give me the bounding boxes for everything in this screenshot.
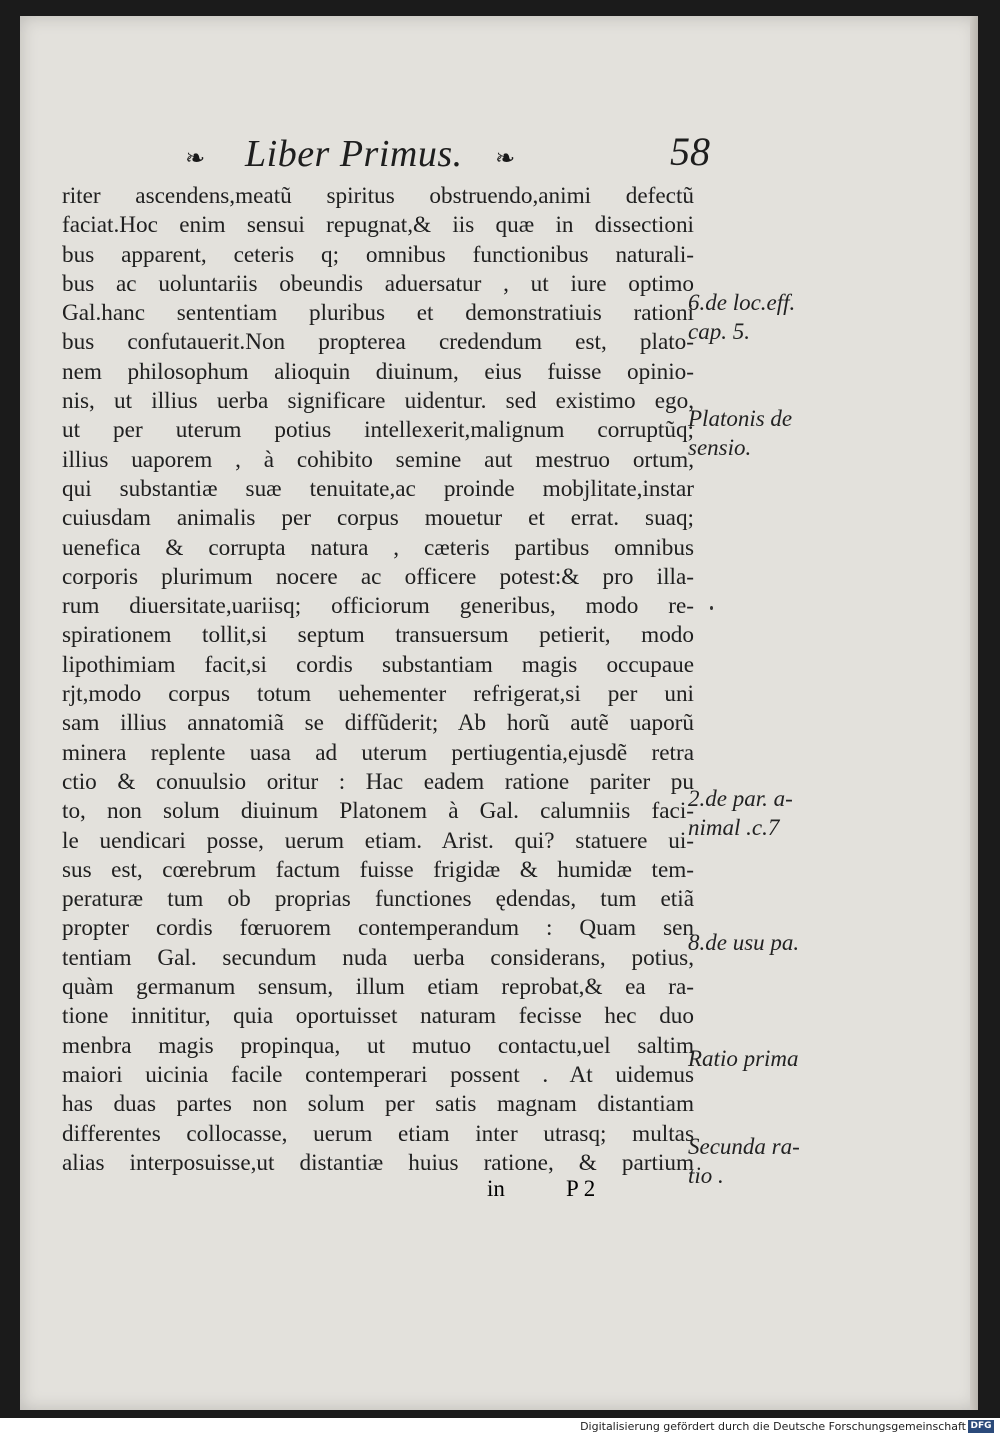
text-line: faciat.Hoc enim sensui repugnat,& iis quæ in dissectioni — [62, 212, 694, 239]
text-line: propter cordis fœruorem contemperandum : Quam sen — [62, 915, 694, 942]
margin-note-line: cap. 5. — [688, 319, 750, 345]
text-line: Gal.hanc sententiam pluribus et demonstratiuis rationi — [62, 300, 694, 327]
text-line: lipothimiam facit,si cordis substantiam magis occupaue — [62, 651, 694, 678]
text-line: quàm germanum sensum, illum etiam reprobat,& ea ra- — [62, 974, 694, 1001]
body-text — [62, 182, 694, 1178]
text-line: cuiusdam animalis per corpus mouetur et errat. suaq; — [62, 505, 694, 532]
page-header — [165, 126, 745, 182]
text-line: alias interposuisse,ut distantiæ huius ratione, & partium — [62, 1149, 694, 1176]
text-line: tentiam Gal. secundum nuda uerba considerans, potius, — [62, 944, 694, 971]
text-line: peraturæ tum ob proprias functiones ędendas, tum etiã — [62, 886, 694, 913]
margin-note-line: 8.de usu pa. — [688, 930, 800, 955]
margin-note — [688, 404, 792, 463]
margin-note-line: 6.de loc.eff. — [688, 290, 796, 315]
margin-note — [688, 1044, 799, 1073]
margin-note-line: Ratio prima — [688, 1046, 799, 1071]
text-line: menbra magis propinqua, ut mutuo contactu,uel saltim — [62, 1032, 694, 1059]
text-line: maiori uicinia facile contemperari possent . At uidemus — [62, 1061, 694, 1088]
book-page — [20, 16, 978, 1410]
signature-mark: P 2 — [566, 1176, 596, 1201]
margin-note-line: 2.de par. a- — [688, 786, 793, 811]
text-line: bus apparent, ceteris q; omnibus functionibus naturali- — [62, 241, 694, 268]
margin-note-line: tio . — [688, 1163, 724, 1189]
margin-note — [688, 928, 799, 957]
text-line: bus confutauerit.Non propterea credendum est, plato- — [62, 329, 694, 356]
text-line: qui substantiæ suæ tenuitate,ac proinde mobjlitate,instar — [62, 475, 694, 502]
text-line: sus est, cœrebrum factum fuisse frigidæ & humidæ tem- — [62, 856, 694, 883]
text-line: bus ac uoluntariis obeundis aduersatur , ut iure optimo — [62, 270, 694, 297]
digitization-credit: Digitalisierung gefördert durch die Deutsche Forschungsgemeinschaft — [580, 1420, 966, 1433]
ornament-left-icon: ❧ — [185, 144, 206, 172]
catchword: in — [487, 1176, 505, 1201]
margin-note — [688, 288, 795, 347]
text-line: nis, ut illius uerba significare uidentur. sed existimo ego, — [62, 388, 694, 415]
ink-speck — [710, 606, 713, 610]
text-line: illius uaporem , à cohibito semine aut mestruo ortum, — [62, 446, 694, 473]
margin-note-line: sensio. — [688, 435, 752, 461]
text-line: spirationem tollit,si septum transuersum petierit, modo — [62, 622, 694, 649]
text-line: nem philosophum alioquin diuinum, eius fuisse opinio- — [62, 358, 694, 385]
text-line: le uendicari posse, uerum etiam. Arist. qui? statuere ui- — [62, 827, 694, 854]
text-line: ut per uterum potius intellexerit,malignum corruptũq; — [62, 417, 694, 444]
text-line: to, non solum diuinum Platonem à Gal. calumniis faci- — [62, 798, 694, 825]
text-line: ctio & conuulsio oritur : Hac eadem ratione pariter pu — [62, 768, 694, 795]
margin-note-line: Secunda ra- — [688, 1134, 800, 1159]
page-edge — [970, 16, 978, 1410]
text-line: tione innititur, quia oportuisset naturam fecisse hec duo — [62, 1003, 694, 1030]
dfg-logo: DFG — [968, 1420, 994, 1433]
text-line: sam illius annatomiã se diffũderit; Ab horũ autẽ uaporũ — [62, 710, 694, 737]
text-line: has duas partes non solum per satis magnam distantiam — [62, 1091, 694, 1118]
text-line: minera replente uasa ad uterum pertiugentia,ejusdẽ retra — [62, 739, 694, 766]
margin-note — [688, 1132, 800, 1191]
running-title: Liber Primus. — [245, 133, 463, 175]
page-number: 58 — [670, 129, 710, 174]
margin-note-line: nimal .c.7 — [688, 815, 780, 841]
text-line: rjt,modo corpus totum uehementer refrigerat,si per uni — [62, 681, 694, 708]
text-line: rum diuersitate,uariisq; officiorum generibus, modo re- — [62, 593, 694, 620]
ornament-right-icon: ❧ — [495, 144, 516, 172]
margin-note — [688, 784, 793, 843]
margin-note-line: Platonis de — [688, 406, 793, 431]
text-line: differentes collocasse, uerum etiam inter utrasq; multas — [62, 1120, 694, 1147]
text-line: uenefica & corrupta natura , cæteris partibus omnibus — [62, 534, 694, 561]
text-line: riter ascendens,meatũ spiritus obstruendo,animi defectũ — [62, 183, 694, 209]
text-line: corporis plurimum nocere ac officere potest:& pro illa- — [62, 563, 694, 590]
